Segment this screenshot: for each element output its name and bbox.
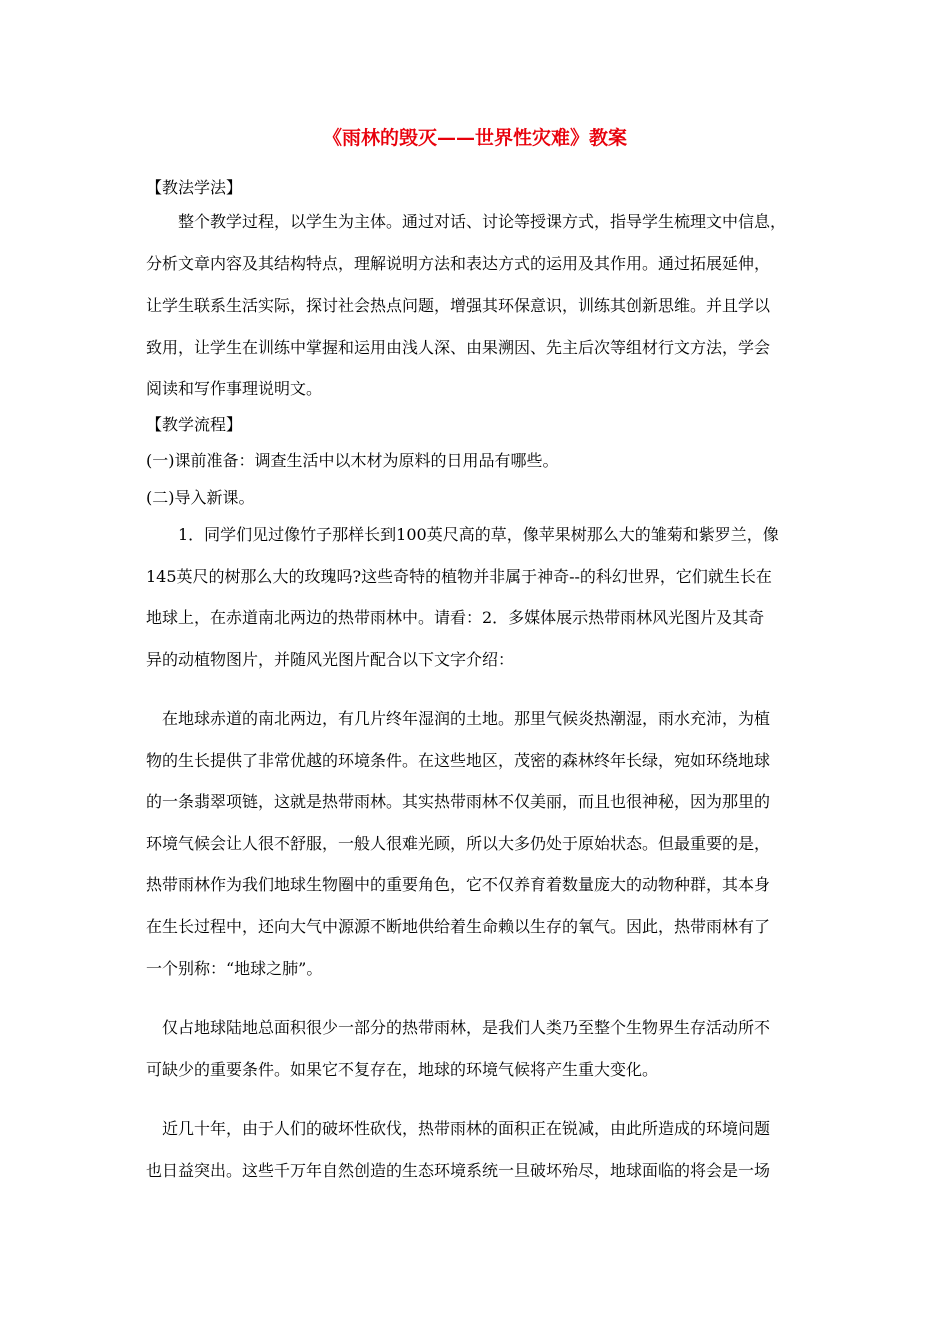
section-heading-teaching-process: 【教学流程】 [146,415,243,434]
body-line: 145英尺的树那么大的玫瑰吗?这些奇特的植物并非属于神奇--的科幻世界，它们就生长在 [146,567,772,586]
body-line: 阅读和写作事理说明文。 [146,379,323,398]
body-line: 可缺少的重要条件。如果它不复存在，地球的环境气候将产生重大变化。 [146,1060,659,1079]
body-line: 在地球赤道的南北两边，有几片终年湿润的土地。那里气候炎热潮湿，雨水充沛，为植 [146,709,771,728]
body-line: 近几十年，由于人们的破坏性砍伐，热带雨林的面积正在锐减，由此所造成的环境问题 [146,1119,771,1138]
body-line: 1．同学们见过像竹子那样长到100英尺高的草，像苹果树那么大的雏菊和紫罗兰，像 [146,525,779,544]
step-line: (一)课前准备：调查生活中以木材为原料的日用品有哪些。 [146,451,559,470]
body-line: 分析文章内容及其结构特点，理解说明方法和表达方式的运用及其作用。通过拓展延伸， [146,254,771,273]
body-line: 热带雨林作为我们地球生物圈中的重要角色，它不仅养育着数量庞大的动物种群，其本身 [146,875,771,894]
body-line: 地球上，在赤道南北两边的热带雨林中。请看：2．多媒体展示热带雨林风光图片及其奇 [146,608,765,627]
step-line: (二)导入新课。 [146,488,255,507]
body-line: 异的动植物图片，并随风光图片配合以下文字介绍： [146,650,515,669]
body-line: 在生长过程中，还向大气中源源不断地供给着生命赖以生存的氧气。因此，热带雨林有了 [146,917,771,936]
document-title: 《雨林的毁灭——世界性灾难》教案 [322,127,627,149]
section-heading-teaching-methods: 【教法学法】 [146,178,243,197]
body-line: 的一条翡翠项链，这就是热带雨林。其实热带雨林不仅美丽，而且也很神秘，因为那里的 [146,792,771,811]
body-line: 整个教学过程，以学生为主体。通过对话、讨论等授课方式，指导学生梳理文中信息， [146,212,787,231]
body-line: 让学生联系生活实际，探讨社会热点问题，增强其环保意识，训练其创新思维。并且学以 [146,296,771,315]
body-line: 也日益突出。这些千万年自然创造的生态环境系统一旦破坏殆尽，地球面临的将会是一场 [146,1161,771,1180]
body-line: 致用，让学生在训练中掌握和运用由浅人深、由果溯因、先主后次等组材行文方法，学会 [146,338,771,357]
body-line: 一个别称：“地球之肺”。 [146,959,323,978]
body-line: 仅占地球陆地总面积很少一部分的热带雨林，是我们人类乃至整个生物界生存活动所不 [146,1018,771,1037]
body-line: 物的生长提供了非常优越的环境条件。在这些地区，茂密的森林终年长绿，宛如环绕地球 [146,751,771,770]
body-line: 环境气候会让人很不舒服，一般人很难光顾，所以大多仍处于原始状态。但最重要的是， [146,834,771,853]
